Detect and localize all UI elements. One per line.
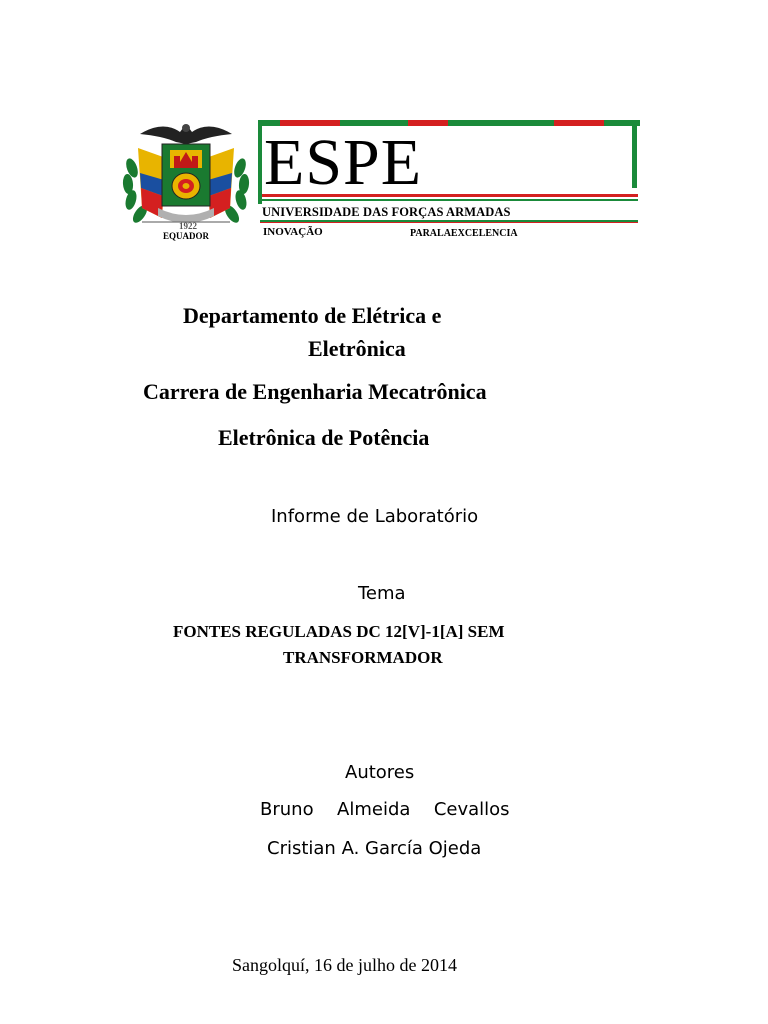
crest-year: 1922 bbox=[179, 221, 197, 231]
motto-right: PARALAEXCELENCIA bbox=[410, 228, 518, 239]
espe-wordmark: ESPE bbox=[264, 126, 423, 199]
crest-country: EQUADOR bbox=[162, 231, 209, 241]
authors-label: Autores bbox=[345, 762, 415, 783]
department-title-line1: Departamento de Elétrica e bbox=[183, 303, 442, 328]
topic-label: Tema bbox=[358, 583, 406, 604]
author-name: Bruno Almeida Cevallos bbox=[260, 799, 510, 820]
report-type: Informe de Laboratório bbox=[271, 506, 479, 527]
university-name: UNIVERSIDADE DAS FORÇAS ARMADAS bbox=[262, 205, 511, 219]
topic-title-line2: TRANSFORMADOR bbox=[283, 648, 443, 667]
place-date: Sangolquí, 16 de julho de 2014 bbox=[232, 955, 457, 975]
career-title: Carrera de Engenharia Mecatrônica bbox=[143, 379, 487, 404]
topic-title-line1: FONTES REGULADAS DC 12[V]-1[A] SEM bbox=[173, 622, 505, 641]
motto-left: INOVAÇÃO bbox=[263, 226, 323, 238]
course-title: Eletrônica de Potência bbox=[218, 425, 430, 450]
author-name: Cristian A. García Ojeda bbox=[267, 838, 482, 859]
department-title-line2: Eletrônica bbox=[308, 336, 406, 361]
